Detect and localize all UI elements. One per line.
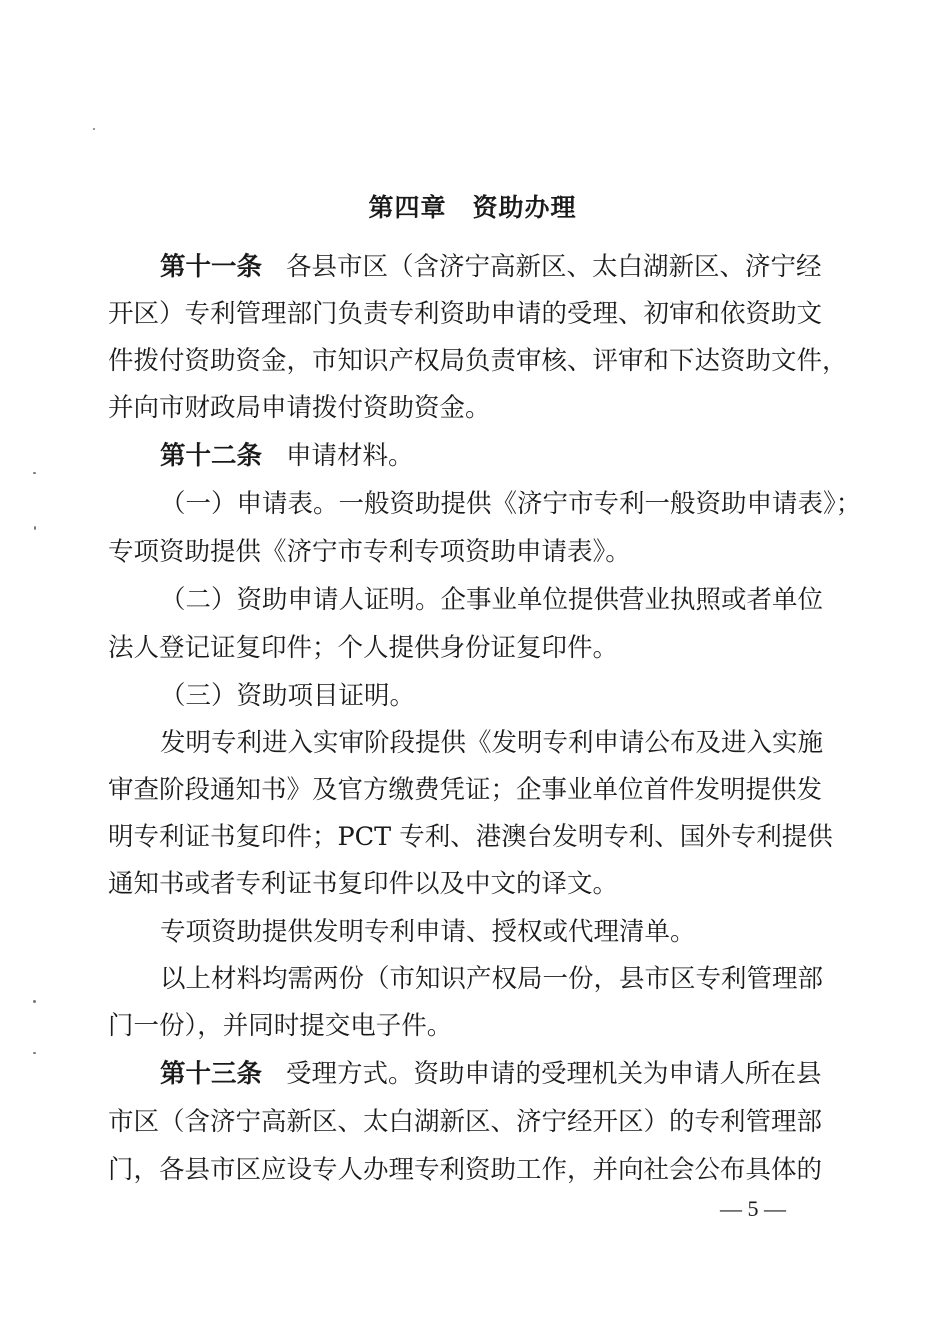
line-text: 并向市财政局申请拨付资助资金。 bbox=[108, 393, 491, 423]
line-text: （一）申请表。一般资助提供《济宁市专利一般资助申请表》； bbox=[160, 489, 862, 519]
line-text: 门一份），并同时提交电子件。 bbox=[108, 1011, 453, 1041]
paragraph-line bbox=[108, 1154, 822, 1186]
line-text: 申请材料。 bbox=[286, 441, 414, 471]
line-text: 专项资助提供发明专利申请、授权或代理清单。 bbox=[160, 917, 696, 947]
line-text: （二）资助申请人证明。企事业单位提供营业执照或者单位 bbox=[160, 585, 824, 615]
paragraph-line bbox=[160, 727, 823, 759]
line-text: 专项资助提供《济宁市专利专项资助申请表》。 bbox=[108, 537, 631, 567]
paragraph-line bbox=[160, 963, 823, 995]
paragraph-line bbox=[108, 1106, 822, 1138]
scan-speck bbox=[33, 472, 36, 474]
paragraph-line bbox=[108, 392, 491, 424]
paragraph-line bbox=[160, 488, 861, 520]
paragraph-line bbox=[108, 774, 822, 806]
paragraph-line bbox=[160, 440, 414, 472]
paragraph-line bbox=[108, 821, 833, 853]
scan-speck bbox=[34, 526, 36, 530]
scan-speck bbox=[33, 1052, 36, 1054]
paragraph-line bbox=[160, 584, 823, 616]
line-text: 件拨付资助资金，市知识产权局负责审核、评审和下达资助文件， bbox=[108, 346, 848, 376]
article-label: 第十三条 bbox=[160, 1059, 263, 1089]
page-number: — 5 — bbox=[720, 1196, 786, 1221]
line-text: 明专利证书复印件；PCT 专利、港澳台发明专利、国外专利提供 bbox=[108, 822, 833, 852]
chapter-title: 资助办理 bbox=[472, 193, 577, 222]
line-text: 法人登记证复印件；个人提供身份证复印件。 bbox=[108, 633, 619, 663]
paragraph-line bbox=[108, 1010, 452, 1042]
scan-speck bbox=[33, 1000, 36, 1003]
line-text: 审查阶段通知书》及官方缴费凭证；企事业单位首件发明提供发 bbox=[108, 775, 823, 805]
paragraph-line bbox=[160, 1058, 822, 1090]
line-text: 通知书或者专利证书复印件以及中文的译文。 bbox=[108, 869, 619, 899]
paragraph-line bbox=[160, 251, 822, 283]
paragraph-line bbox=[108, 298, 822, 330]
line-text: 发明专利进入实审阶段提供《发明专利申请公布及进入实施 bbox=[160, 728, 824, 758]
chapter-number: 第四章 bbox=[368, 193, 447, 222]
line-text: 各县市区（含济宁高新区、太白湖新区、济宁经 bbox=[286, 252, 822, 282]
line-text: 门，各县市区应设专人办理专利资助工作，并向社会公布具体的 bbox=[108, 1155, 823, 1185]
line-text: （三）资助项目证明。 bbox=[160, 681, 416, 711]
article-label: 第十二条 bbox=[160, 441, 263, 471]
paragraph-line bbox=[108, 345, 848, 377]
chapter-heading bbox=[0, 188, 945, 224]
paragraph-line bbox=[108, 632, 618, 664]
paragraph-line bbox=[108, 868, 618, 900]
paragraph-line bbox=[160, 680, 415, 712]
paragraph-line bbox=[160, 916, 696, 948]
scan-speck bbox=[93, 128, 95, 130]
line-text: 市区（含济宁高新区、太白湖新区、济宁经开区）的专利管理部 bbox=[108, 1107, 823, 1137]
line-text: 开区）专利管理部门负责专利资助申请的受理、初审和依资助文 bbox=[108, 299, 823, 329]
line-text: 受理方式。资助申请的受理机关为申请人所在县 bbox=[286, 1059, 822, 1089]
line-text: 以上材料均需两份（市知识产权局一份，县市区专利管理部 bbox=[160, 964, 824, 994]
article-label: 第十一条 bbox=[160, 252, 263, 282]
paragraph-line bbox=[108, 536, 631, 568]
